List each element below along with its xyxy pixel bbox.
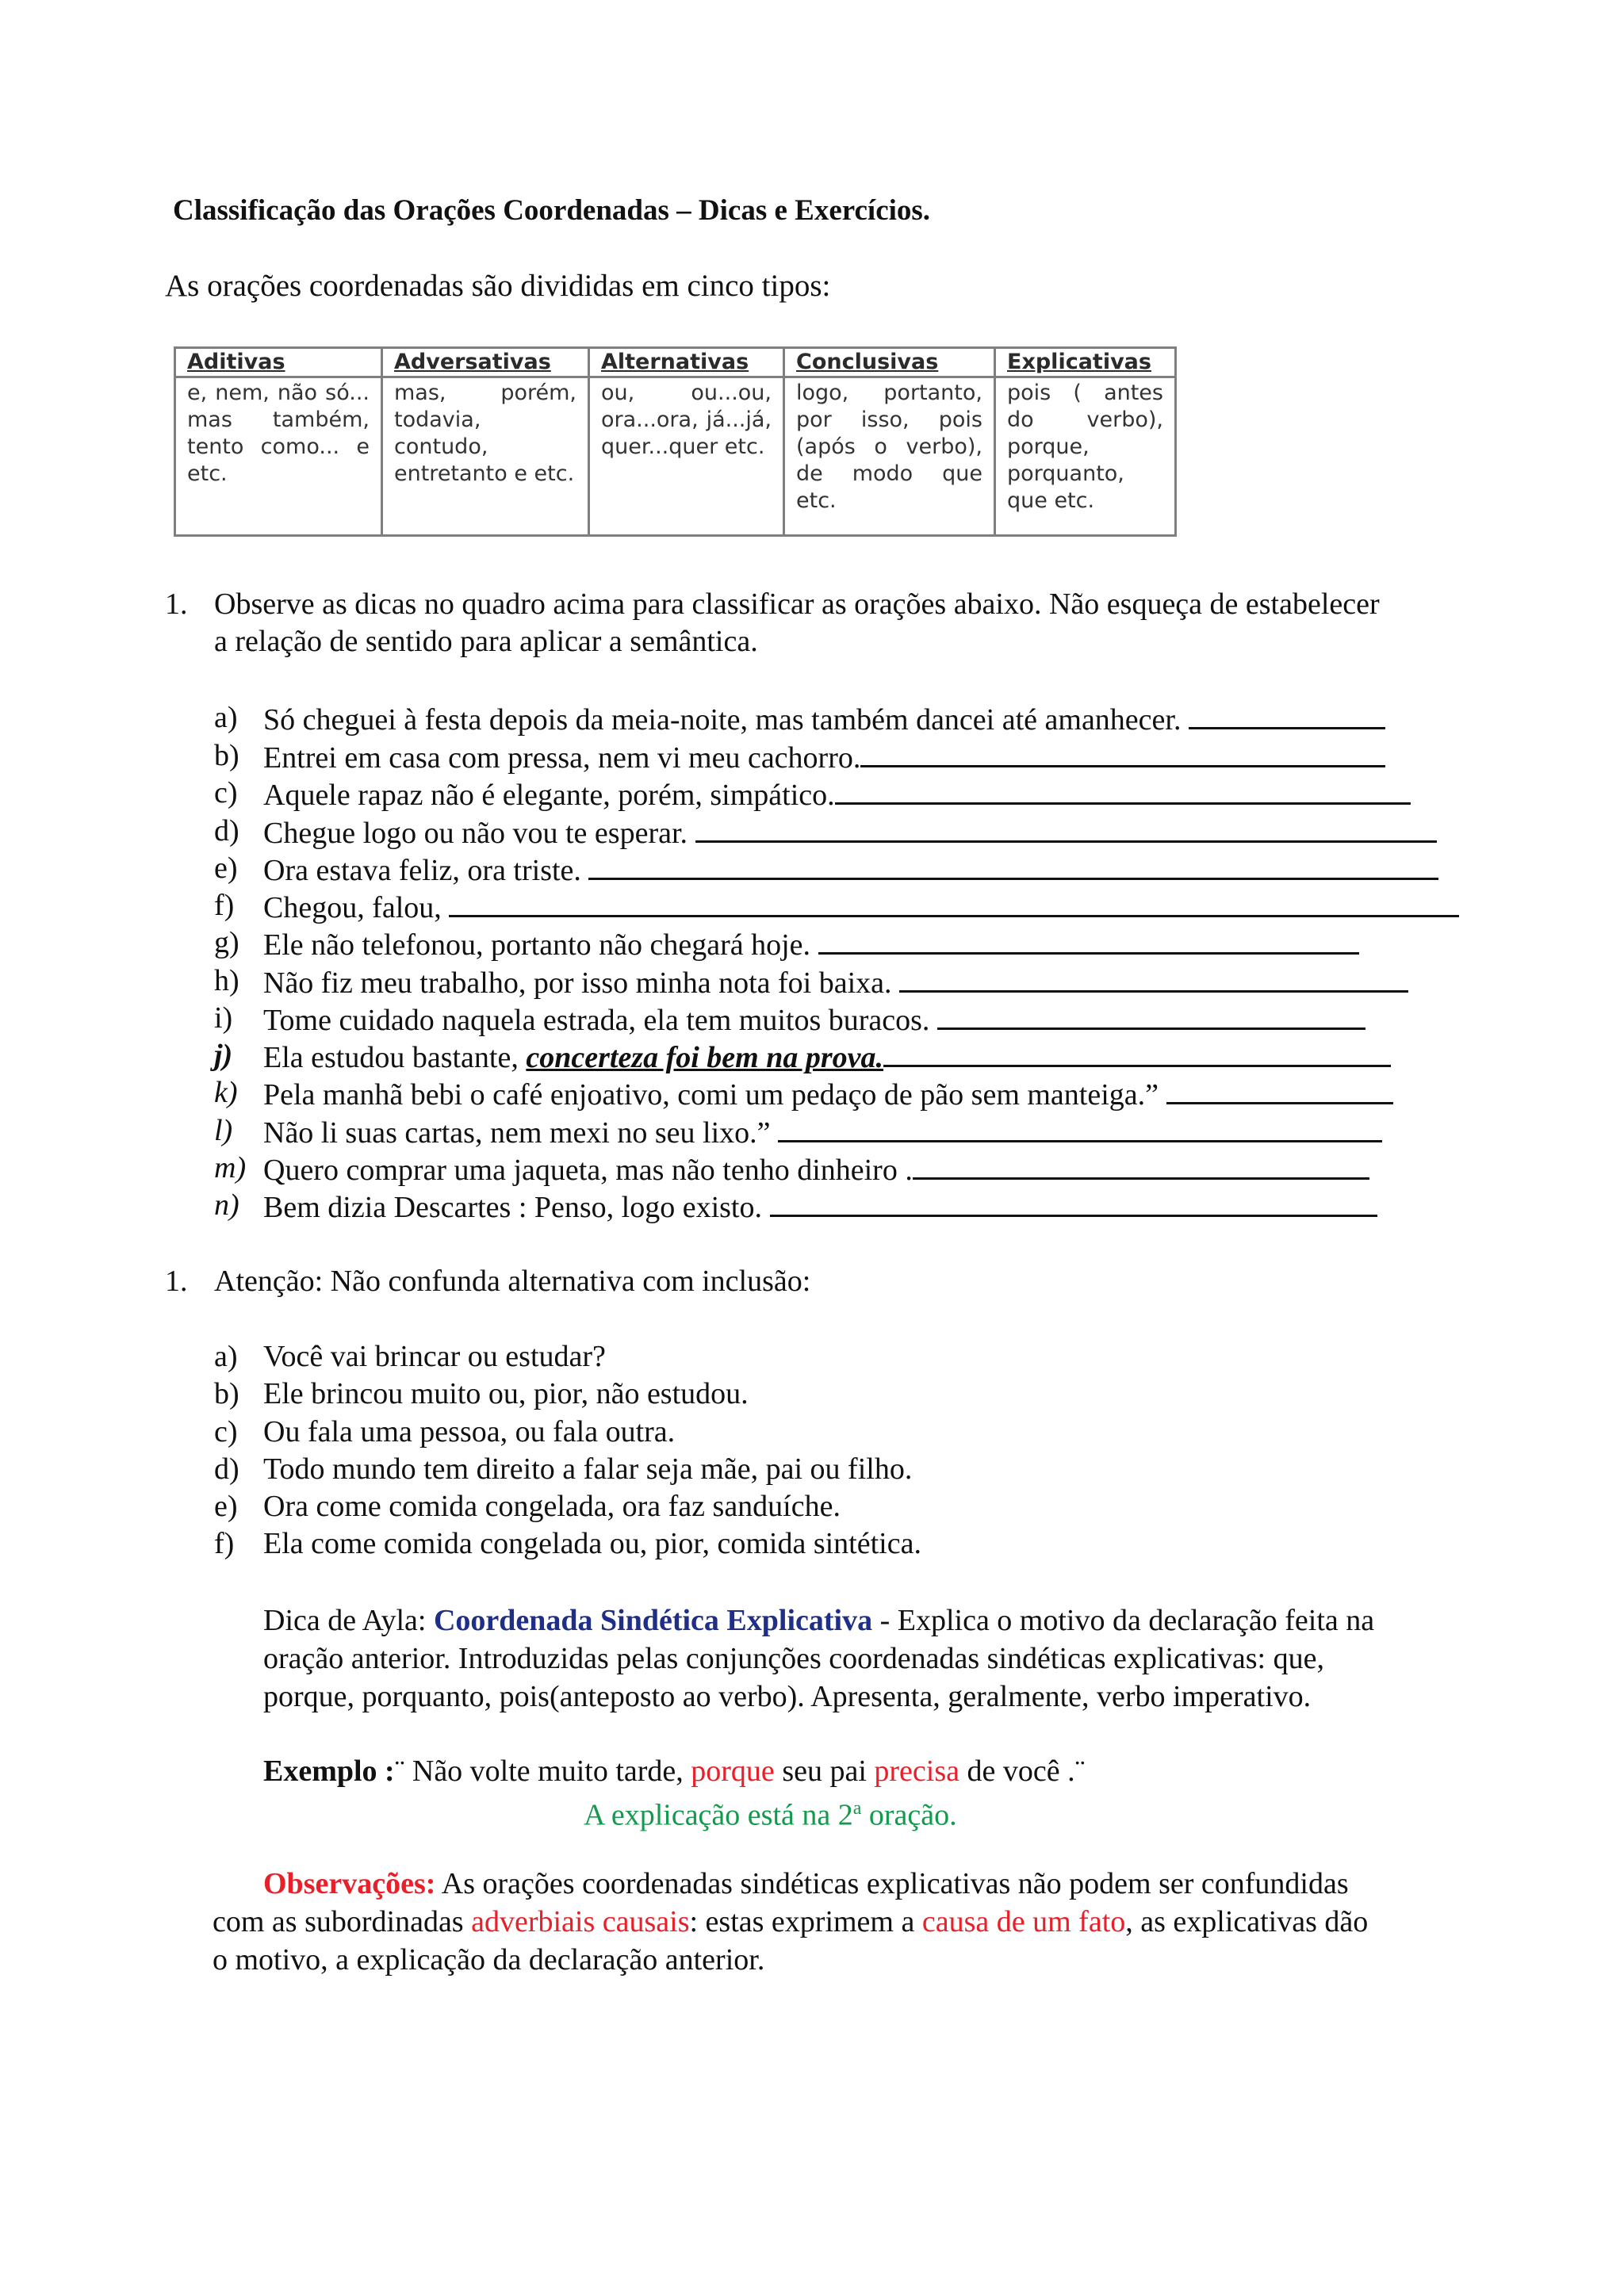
table-cell: mas, porém, todavia, contudo, entretanto e etc. bbox=[382, 377, 589, 536]
answer-blank[interactable] bbox=[778, 1112, 1382, 1142]
q1-heading-cont: a relação de sentido para aplicar a semântica. bbox=[214, 625, 758, 658]
conjunctions-table bbox=[174, 346, 1177, 537]
table-header: Explicativas bbox=[995, 348, 1176, 377]
answer-blank[interactable] bbox=[1189, 698, 1385, 729]
answer-blank[interactable] bbox=[835, 774, 1411, 805]
answer-blank[interactable] bbox=[449, 886, 1459, 917]
table-cell: e, nem, não só... mas também, tento como... e etc. bbox=[175, 377, 382, 536]
answer-blank[interactable] bbox=[818, 924, 1359, 955]
answer-blank[interactable] bbox=[860, 737, 1385, 767]
answer-blank[interactable] bbox=[770, 1186, 1377, 1217]
observations-paragraph: Observações: As orações coordenadas sindéticas explicativas não podem ser confundidas com as subordinadas adverbiais causais: estas exprimem a causa de um fato, as explicativas dão o motivo, a explicação da declaração anterior. bbox=[213, 1867, 1369, 1976]
page-title: Classificação das Orações Coordenadas – Dicas e Exercícios. bbox=[173, 194, 931, 227]
answer-blank[interactable] bbox=[899, 962, 1408, 993]
table-cell: logo, portanto, por isso, pois (após o verbo), de modo que etc. bbox=[784, 377, 995, 536]
table-header: Aditivas bbox=[175, 348, 382, 377]
example-note: A explicação está na 2$^a$ oração. bbox=[584, 1798, 957, 1832]
answer-blank[interactable] bbox=[588, 849, 1438, 880]
table-header: Alternativas bbox=[589, 348, 784, 377]
table-cell: ou, ou...ou, ora...ora, já...já, quer...quer etc. bbox=[589, 377, 784, 536]
answer-blank[interactable] bbox=[1166, 1073, 1393, 1104]
answer-blank[interactable] bbox=[913, 1149, 1369, 1180]
tip-term: Coordenada Sindética Explicativa bbox=[433, 1604, 873, 1637]
table-header: Conclusivas bbox=[784, 348, 995, 377]
table-header: Adversativas bbox=[382, 348, 589, 377]
example-sentence: Exemplo :¨ Não volte muito tarde, porque seu pai precisa de você .¨ bbox=[263, 1755, 1086, 1788]
tip-paragraph: Dica de Ayla: Coordenada Sindética Explicativa - Explica o motivo da declaração feita na oração anterior. Introduzidas pelas conjunções coordenadas sindéticas explicativas: que, porque, porquanto, pois(anteposto ao verbo). Apresenta, geralmente, verbo imperativo. bbox=[263, 1604, 1375, 1713]
table-cell: pois ( antes do verbo), porque, porquanto, que etc. bbox=[995, 377, 1176, 536]
answer-blank[interactable] bbox=[937, 999, 1365, 1030]
intro-text: As orações coordenadas são divididas em cinco tipos: bbox=[165, 269, 831, 303]
answer-blank[interactable] bbox=[695, 812, 1437, 843]
answer-blank[interactable] bbox=[883, 1036, 1391, 1067]
